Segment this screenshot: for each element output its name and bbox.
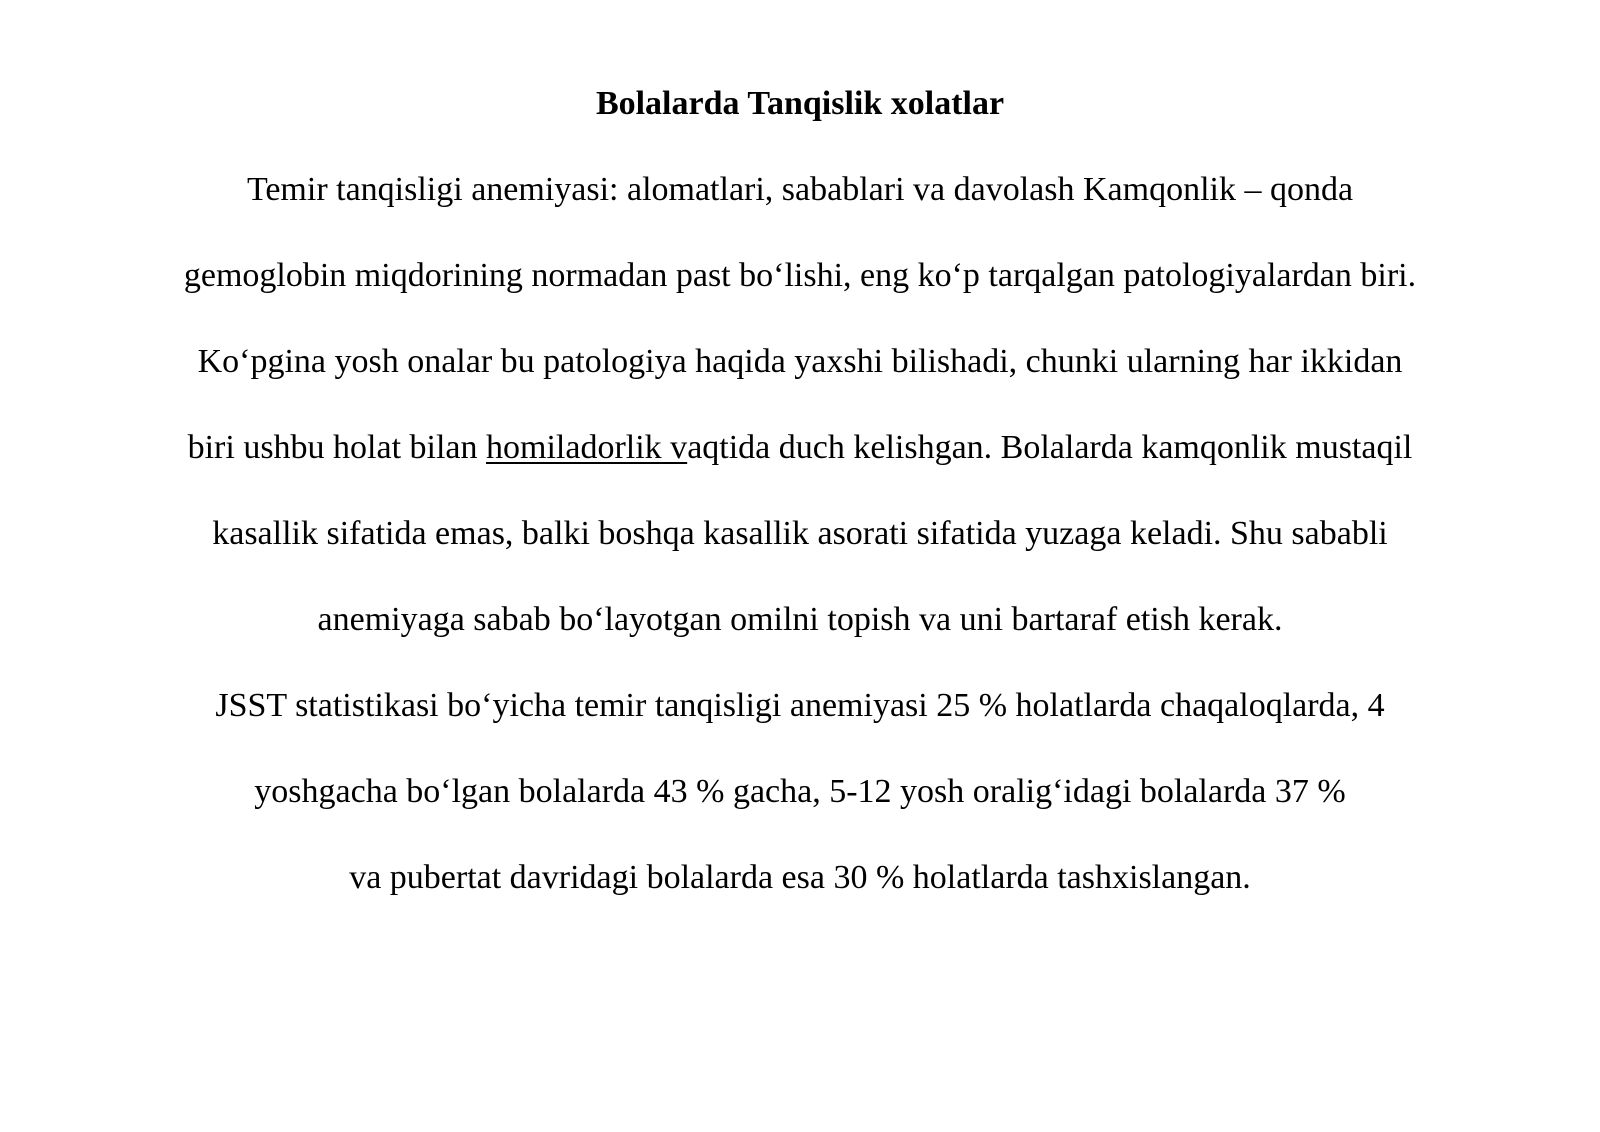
paragraph1-line4-end: aqtida duch kelishgan. Bolalarda kamqonlik mustaqil xyxy=(687,429,1413,466)
paragraph1-line6: anemiyaga sabab bo‘layotgan omilni topish va uni bartaraf etish kerak. xyxy=(317,601,1283,638)
paragraph2-line2: yoshgacha bo‘lgan bolalarda 43 % gacha, 5-12 yosh oralig‘idagi bolalarda 37 % xyxy=(254,773,1346,810)
paragraph1-line4-start: biri ushbu holat bilan xyxy=(187,429,487,466)
paragraph1-line2: gemoglobin miqdorining normadan past bo‘lishi, eng ko‘p tarqalgan patologiyalardan biri. xyxy=(183,257,1417,294)
document-title: Bolalarda Tanqislik xolatlar xyxy=(595,85,1005,122)
homiladorlik-link[interactable]: homiladorlik v xyxy=(486,429,688,466)
paragraph2-line3: va pubertat davridagi bolalarda esa 30 % holatlarda tashxislangan. xyxy=(349,859,1251,896)
paragraph2-line1: JSST statistikasi bo‘yicha temir tanqisligi anemiyasi 25 % holatlarda chaqaloqlarda, 4 xyxy=(215,687,1385,724)
paragraph1-line1: Temir tanqisligi anemiyasi: alomatlari, sabablari va davolash Kamqonlik – qonda xyxy=(246,171,1354,208)
paragraph1-line3: Ko‘pgina yosh onalar bu patologiya haqida yaxshi bilishadi, chunki ularning har ikkidan xyxy=(197,343,1403,380)
paragraph1-line4 xyxy=(0,428,1600,468)
paragraph1-line5: kasallik sifatida emas, balki boshqa kasallik asorati sifatida yuzaga keladi. Shu sababli xyxy=(212,515,1388,552)
